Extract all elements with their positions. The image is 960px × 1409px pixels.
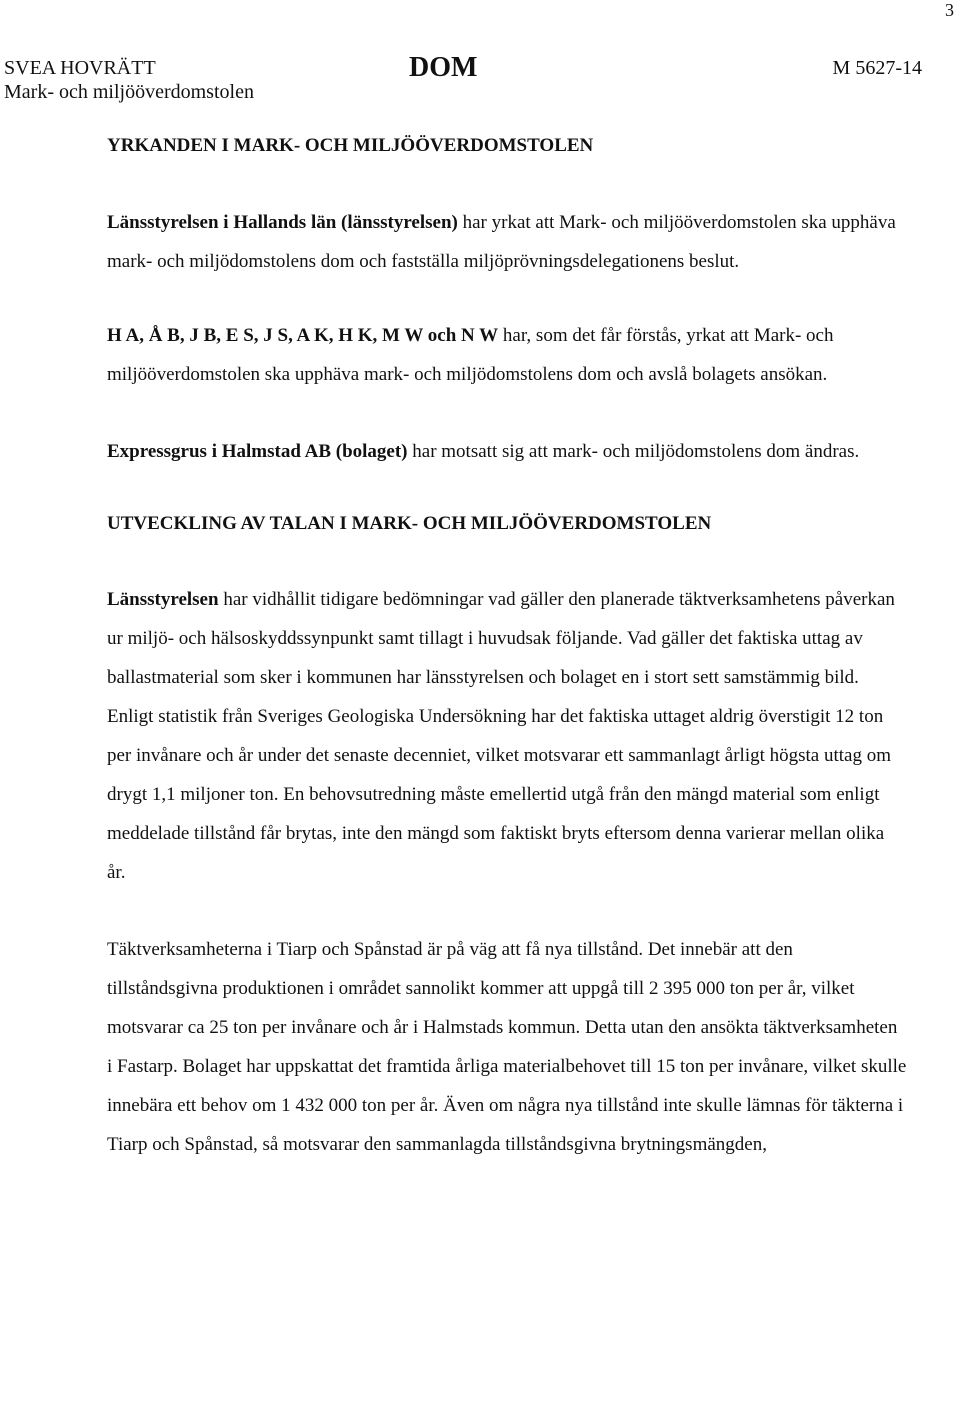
party-name: Länsstyrelsen i Hallands län (länsstyrelsen) xyxy=(107,212,458,233)
document-type: DOM xyxy=(409,52,478,83)
document-body xyxy=(107,126,907,1164)
development-heading: UTVECKLING AV TALAN I MARK- OCH MILJÖÖVERDOMSTOLEN xyxy=(107,513,712,534)
paragraph-text: har yrkat att Mark- och miljööverdomstolen ska upphäva mark- och miljödomstolens dom och fastställa miljöprövningsdelegationens beslut. xyxy=(107,212,896,272)
document-header xyxy=(0,52,960,106)
party-name: Expressgrus i Halmstad AB (bolaget) xyxy=(107,441,408,462)
claims-heading: YRKANDEN I MARK- OCH MILJÖÖVERDOMSTOLEN xyxy=(107,135,594,156)
party-name: H A, Å B, J B, E S, J S, A K, H K, M W och N W xyxy=(107,325,499,346)
page-number: 3 xyxy=(945,0,954,20)
case-number: M 5627-14 xyxy=(832,57,922,79)
claim-paragraph-individuals xyxy=(107,316,907,394)
paragraph-text: Täktverksamheterna i Tiarp och Spånstad är på väg att få nya tillstånd. Det innebär att den tillståndsgivna produktionen i området sannolikt kommer att uppgå till 2 395 000 ton per år, vilket motsvarar ca 25 ton per invånare och år i Halmstads kommun. Detta utan den ansökta täktverksamheten i Fastarp. Bolaget har uppskattat det framtida årliga materialbehovet till 15 ton per invånare, vilket skulle innebära ett behov om 1 432 000 ton per år. Även om några nya tillstånd inte skulle lämnas för täkterna i Tiarp och Spånstad, så motsvarar den sammanlagda tillståndsgivna brytningsmängden, xyxy=(107,939,907,1155)
claim-paragraph-lansstyrelsen xyxy=(107,203,907,281)
paragraph-text: har, som det får förstås, yrkat att Mark- och miljööverdomstolen ska upphäva mark- och miljödomstolens dom och avslå bolagets ansökan. xyxy=(107,325,834,385)
paragraph-text: har motsatt sig att mark- och miljödomstolens dom ändras. xyxy=(407,441,860,462)
development-paragraph-tiarp xyxy=(107,930,907,1164)
paragraph-text: har vidhållit tidigare bedömningar vad gäller den planerade täktverksamhetens påverkan ur miljö- och hälsoskyddssynpunkt samt tillagt i huvudsak följande. Vad gäller det faktiska uttag av ballastmaterial som sker i kommunen har länsstyrelsen och bolaget en i stort sett samstämmig bild. Enligt statistik från Sveriges Geologiska Undersökning har det faktiska uttaget aldrig överstigit 12 ton per invånare och år under det senaste decenniet, vilket motsvarar ett sammanlagt årligt högsta uttag om drygt 1,1 miljoner ton. En behovsutredning måste emellertid utgå från den mängd material som enligt meddelade tillstånd får brytas, inte den mängd som faktiskt bryts eftersom denna varierar mellan olika år. xyxy=(107,589,895,883)
court-name: SVEA HOVRÄTT xyxy=(4,57,156,79)
claim-paragraph-bolaget xyxy=(107,432,907,471)
development-paragraph-lansstyrelsen xyxy=(107,580,907,892)
court-division: Mark- och miljööverdomstolen xyxy=(4,81,254,103)
party-name: Länsstyrelsen xyxy=(107,589,219,610)
